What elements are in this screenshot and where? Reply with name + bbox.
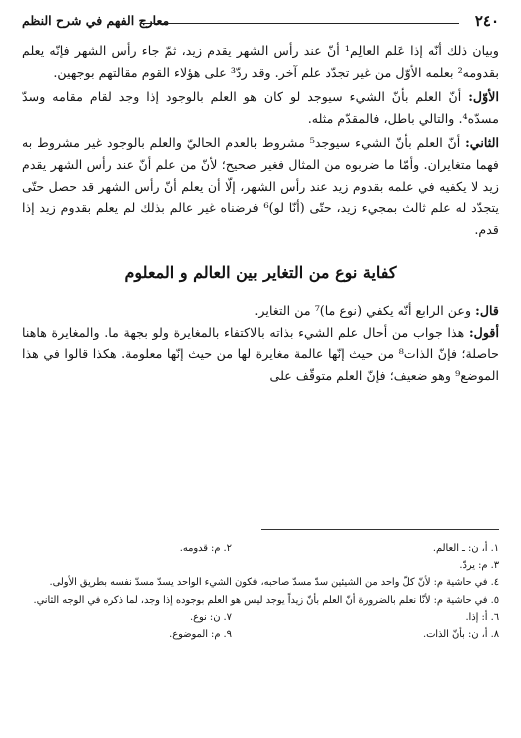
paragraph-label: أقول: (468, 324, 499, 340)
paragraph-text: وعن الرابع أنّه يكفي (نوع ما)⁷ من التغاير. (254, 302, 472, 318)
footnote-row (22, 540, 499, 557)
footnote: ٢. م: قدومه. (179, 543, 232, 554)
footnote-rule (261, 529, 499, 530)
footnote: ٣. م: يردّ. (459, 560, 499, 572)
section-heading: كفاية نوع من التغاير بين العالم و المعلوم (124, 263, 397, 283)
paragraph-text: أنّ العلم بأنّ الشيء سيوجد⁵ مشروط بالعدم الحاليّ والعلم بالوجود غير مشروط به فهما متغايران. وأمّا ما ضربوه من المثال فغير صحيح؛ لأنّ من علم أنّ عند رأس الشهر يقدم زيد لا يكفيه في علمه بقدوم زيد عند رأس الشهر، إلّا أن يعلم أنّ رأس الشهر قد حصل حتّى يتجدّد له علم ثالث بمجيء زيد، حتّى (أنّا لو)⁶ فرضناه غير عالم بذلك لم يعلم بقدوم زيد إذا قدم. (22, 135, 499, 237)
paragraph (22, 86, 499, 129)
paragraph (22, 300, 499, 322)
paragraph-label: الثاني: (465, 135, 499, 151)
footnotes (22, 540, 499, 643)
main-text (22, 40, 499, 386)
paragraph-label: الأوّل: (468, 89, 499, 105)
footnote (22, 557, 232, 574)
footnote: ٩. م: الموضوع. (169, 629, 232, 641)
paragraph (22, 322, 499, 387)
footnote: ١. أ، ن: ـ العالم. (432, 543, 499, 554)
footnote: ٥. في حاشية م: لأنّا نعلم بالضرورة أنّ العلم بأنّ زيداً يوجد ليس هو العلم بوجوده إذا وجد، لما ذكره في الوجه الثاني. (33, 594, 499, 606)
footnote: ٦. أ: إذا. (465, 611, 499, 623)
footnote: ٤. في حاشية م: لأنّ كلّ واحد من الشيئين سدّ مسدّ صاحبه، فكون الشيء الواحد يسدّ مسدّ نفسه بطريق الأولى. (49, 577, 499, 589)
paragraph (22, 132, 499, 240)
page-number: ٢٤٠ (474, 12, 499, 30)
footnote-row (22, 557, 499, 574)
footnote-row (22, 626, 499, 643)
paragraph-text: أنّ العلم بأنّ الشيء سيوجد لو كان هو العلم بالوجود إذا وجد لقام مقامه وسدّ مسدّه⁴. والتالي باطل، فالمقدّم مثله. (22, 89, 499, 126)
paragraph-text: وبيان ذلك أنّه إذا عَلم العالِم¹ أنّ عند رأس الشهر يقدم زيد، ثمّ جاء رأس الشهر فإنّه يعلم بقدومه² بعلمه الأوّل من غير تجدّد علم آخر. وقد ردّ³ على هؤلاء القوم مقالتهم بوجهين. (22, 43, 499, 80)
footnote: ٧. ن: نوع. (190, 611, 232, 623)
footnote: ٨. أ، ن: بأنّ الذات. (422, 629, 499, 641)
page-header (22, 10, 499, 40)
paragraph-text: هذا جواب من أحال علم الشيء بذاته بالاكتفاء بالمغايرة ولو بجهة ما. والمغايرة هاهنا حاصلة؛ فإنّ الذات⁸ من حيث إنّها عالمة مغايرة لها من حيث إنّها معلومة. هكذا قالوا في هذا الموضع⁹ وهو ضعيف؛ فإنّ العلم متوقّف على (22, 324, 499, 383)
header-rule (140, 23, 459, 24)
footnote-row (22, 609, 499, 626)
paragraph-label: قال: (475, 302, 499, 318)
running-title: معارج الفهم في شرح النظم (22, 13, 170, 28)
paragraph (22, 40, 499, 83)
